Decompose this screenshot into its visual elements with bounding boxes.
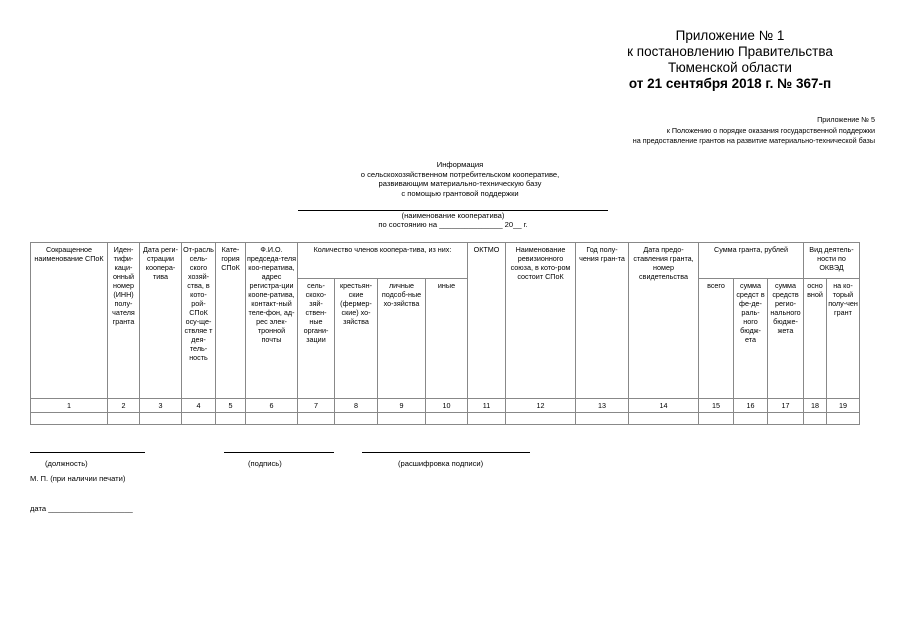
col-number: 19 — [827, 399, 860, 413]
position-line — [30, 452, 145, 453]
col-number: 11 — [468, 399, 506, 413]
coop-name-label: (наименование кооператива) — [401, 211, 505, 220]
seal-label: М. П. (при наличии печати) — [30, 474, 126, 483]
col-header-okved-grant: на ко-торый полу-чен грант — [827, 279, 860, 399]
col-header-grant-year: Год полу-чения гран-та — [576, 243, 629, 399]
col-header-okved-main: осно вной — [804, 279, 827, 399]
col-number: 7 — [298, 399, 335, 413]
appendix-date-number: от 21 сентября 2018 г. № 367-п — [628, 76, 832, 91]
table-cell[interactable] — [506, 413, 576, 425]
col-header-oktmo: ОКТМО — [468, 243, 506, 399]
col-number: 14 — [629, 399, 699, 413]
col-header-name: Сокращенное наименование СПоК — [31, 243, 108, 399]
table-cell[interactable] — [804, 413, 827, 425]
appendix-ref-line: к постановлению Правительства — [627, 44, 833, 59]
col-header-okved: Вид деятель-ности по ОКВЭД — [804, 243, 860, 279]
col-number: 10 — [426, 399, 468, 413]
table-cell[interactable] — [246, 413, 298, 425]
table-cell[interactable] — [468, 413, 506, 425]
appendix-number: Приложение № 1 — [675, 28, 785, 43]
info-title-block — [300, 160, 620, 198]
as-of-date-line: по состоянию на _______________ 20__ г. — [378, 220, 528, 229]
table-cell[interactable] — [827, 413, 860, 425]
col-header-category: Кате-гория СПоК — [216, 243, 246, 399]
table-cell[interactable] — [216, 413, 246, 425]
col-number: 3 — [140, 399, 182, 413]
info-line3: развивающим материально-техническую базу — [378, 179, 542, 188]
col-header-federal: сумма средст в фе-де-раль-ного бюдж-ета — [734, 279, 768, 399]
sub-appendix-number: Приложение № 5 — [817, 115, 875, 124]
table-cell[interactable] — [335, 413, 378, 425]
signature-line — [224, 452, 334, 453]
table-cell[interactable] — [298, 413, 335, 425]
table-cell[interactable] — [140, 413, 182, 425]
col-header-branch: От-расль сель-ского хозяй-ства, в кото-рой-СПоК осу-ще-ствляе т дея-тель-ность — [182, 243, 216, 399]
col-header-reg-date: Дата реги-страции коопера-тива — [140, 243, 182, 399]
col-header-chairman: Ф.И.О. председа-теля коо-ператива, адрес регистра-ции коопе-ратива, контакт-ный теле-фон, ад-рес элек-тронной почты — [246, 243, 298, 399]
col-number: 13 — [576, 399, 629, 413]
sub-appendix-line3: на предоставление грантов на развитие материально-технической базы — [632, 136, 875, 145]
decode-line — [362, 452, 530, 453]
col-number: 2 — [108, 399, 140, 413]
table-cell[interactable] — [182, 413, 216, 425]
info-title: Информация — [436, 160, 484, 169]
cooperative-table — [30, 242, 860, 425]
col-header-total: всего — [699, 279, 734, 399]
col-number: 18 — [804, 399, 827, 413]
col-number: 1 — [31, 399, 108, 413]
col-header-audit-union: Наименование ревизионного союза, в кото-ром состоит СПоК — [506, 243, 576, 399]
table-cell[interactable] — [734, 413, 768, 425]
col-number: 4 — [182, 399, 216, 413]
column-number-row — [31, 399, 860, 413]
col-number: 5 — [216, 399, 246, 413]
sub-appendix — [560, 115, 875, 147]
sub-appendix-line2: к Положению о порядке оказания государственной поддержки — [666, 125, 875, 135]
col-number: 17 — [768, 399, 804, 413]
table-cell[interactable] — [108, 413, 140, 425]
col-number: 6 — [246, 399, 298, 413]
signature-label: (подпись) — [248, 459, 282, 468]
appendix-region: Тюменской области — [668, 60, 792, 75]
col-number: 8 — [335, 399, 378, 413]
decode-label: (расшифровка подписи) — [398, 459, 484, 468]
col-header-members: Количество членов коопера-тива, из них: — [298, 243, 468, 279]
table-cell[interactable] — [699, 413, 734, 425]
table-cell[interactable] — [576, 413, 629, 425]
col-header-other: иные — [426, 279, 468, 399]
col-header-households: личные подсоб-ные хо-зяйства — [378, 279, 426, 399]
col-number: 9 — [378, 399, 426, 413]
table-cell[interactable] — [31, 413, 108, 425]
col-header-inn: Иден-тифи-каци-онный номер (ИНН) полу-чателя гранта — [108, 243, 140, 399]
table-row — [31, 413, 860, 425]
info-line2: о сельскохозяйственном потребительском кооперативе, — [360, 169, 560, 179]
col-number: 16 — [734, 399, 768, 413]
col-header-grant-date: Дата предо-ставления гранта, номер свидетельства — [629, 243, 699, 399]
table-cell[interactable] — [629, 413, 699, 425]
col-header-grant-sum: Сумма гранта, рублей — [699, 243, 804, 279]
col-header-farms: крестьян-ские (фермер-ские) хо-зяйства — [335, 279, 378, 399]
table-cell[interactable] — [426, 413, 468, 425]
col-number: 12 — [506, 399, 576, 413]
date-label: дата ____________________ — [30, 504, 133, 513]
col-number: 15 — [699, 399, 734, 413]
position-label: (должность) — [45, 459, 88, 468]
col-header-agri-orgs: сель-скохо-зяй-ствен-ные органи-зации — [298, 279, 335, 399]
appendix-header — [575, 28, 885, 92]
info-line4: с помощью грантовой поддержки — [401, 188, 519, 198]
table-cell[interactable] — [378, 413, 426, 425]
col-header-regional: сумма средств регио-нального бюдже-жета — [768, 279, 804, 399]
table-cell[interactable] — [768, 413, 804, 425]
